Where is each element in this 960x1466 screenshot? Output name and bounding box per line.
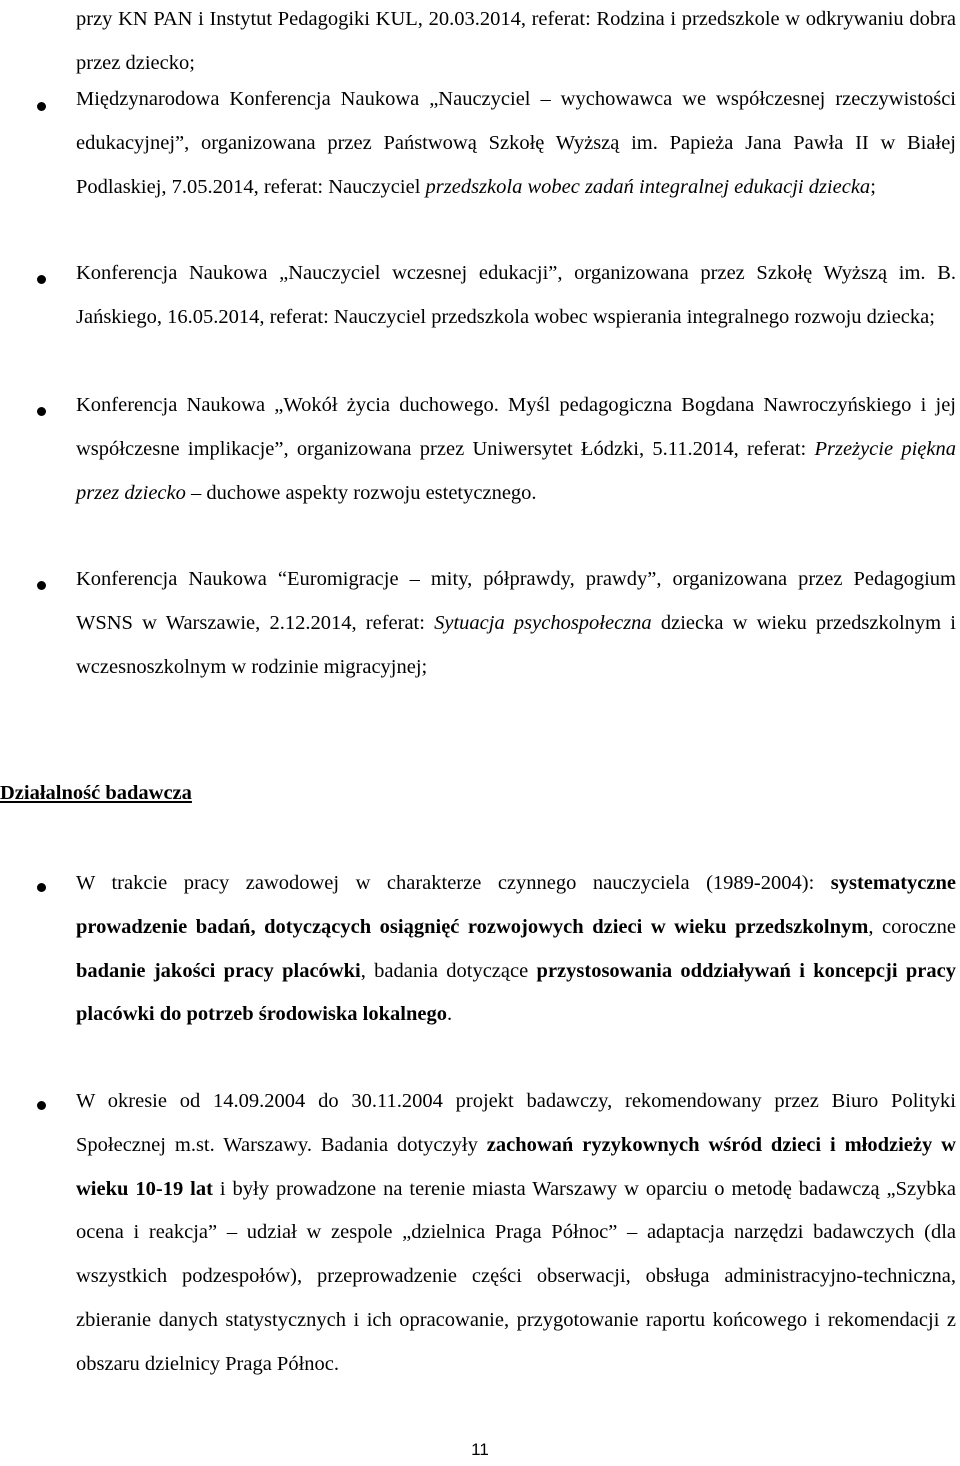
bullet-icon	[37, 102, 46, 111]
text-run: .	[446, 1003, 453, 1026]
bold-text-run: badanie jakości pracy placówki	[76, 959, 361, 982]
page-number: 11	[471, 1440, 489, 1459]
conference-item: Konferencja Naukowa „Nauczyciel wczesnej edukacji”, organizowana przez Szkołę Wyższą im. B. Jańskiego, 16.05.2014, referat: Nauczyciel przedszkola wobec wspierania integralnego rozwoju dziecka;	[76, 262, 956, 328]
bullet-icon	[37, 883, 46, 892]
bold-text-run: przystosowania oddziaływań i koncepcji pracy placówki do potrzeb środowiska lokalnego	[76, 959, 956, 1026]
bullet-icon	[37, 275, 46, 284]
research-item	[76, 1080, 956, 1387]
bullet-icon	[37, 581, 46, 590]
section-heading: Działalność badawcza	[0, 782, 192, 804]
conference-item: Konferencja Naukowa „Wokół życia duchowego. Myśl pedagogiczna Bogdana Nawroczyńskiego i jej współczesne implikacje”, organizowana przez Uniwersytet Łódzki, 5.11.2014, referat: Przeżycie piękna przez dziecko – duchowe aspekty rozwoju estetycznego.	[76, 394, 956, 504]
bold-text-run: systematyczne prowadzenie badań, dotyczących osiągnięć rozwojowych dzieci w wieku przedszkolnym	[76, 872, 956, 938]
conference-item: Konferencja Naukowa “Euromigracje – mity, półprawdy, prawdy”, organizowana przez Pedagogium WSNS w Warszawie, 2.12.2014, referat: Sytuacja psychospołeczna dziecka w wieku przedszkolnym i wczesnoszkolnym w rodzinie migracyjnej;	[76, 568, 956, 678]
text-run: , coroczne	[868, 915, 956, 938]
conference-item: Międzynarodowa Konferencja Naukowa „Nauczyciel – wychowawca we współczesnej rzeczywistości edukacyjnej”, organizowana przez Państwową Szkołę Wyższą im. Papieża Jana Pawła II w Białej Podlaskiej, 7.05.2014, referat: Nauczyciel przedszkola wobec zadań integralnej edukacji dziecka;	[76, 88, 956, 198]
bullet-icon	[37, 407, 46, 416]
bold-text-run: zachowań ryzykownych wśród dzieci i młodzieży w wieku 10-19 lat	[76, 1133, 956, 1200]
text-run: W okresie od 14.09.2004 do 30.11.2004 projekt badawczy, rekomendowany przez Biuro Polityki Społecznej m.st. Warszawy. Badania dotyczyły	[76, 1090, 956, 1156]
bullet-icon	[37, 1101, 46, 1110]
text-run: i były prowadzone na terenie miasta Warszawy w oparciu o metodę badawczą „Szybka ocena i reakcja” – udział w zespole „dzielnica Praga Północ” – adaptacja narzędzi badawczych (dla wszystkich podzespołów), przeprowadzenie części obserwacji, obsługa administracyjno-techniczna, zbieranie danych statystycznych i ich opracowanie, przygotowanie raportu końcowego i rekomendacji z obszaru dzielnicy Praga Północ.	[76, 1177, 957, 1375]
continued-list-item: przy KN PAN i Instytut Pedagogiki KUL, 20.03.2014, referat: Rodzina i przedszkole w odkrywaniu dobra przez dziecko;	[76, 8, 956, 74]
text-run: , badania dotyczące	[360, 959, 537, 982]
text-run: W trakcie pracy zawodowej w charakterze czynnego nauczyciela (1989-2004):	[76, 872, 831, 894]
research-item	[76, 862, 956, 1037]
